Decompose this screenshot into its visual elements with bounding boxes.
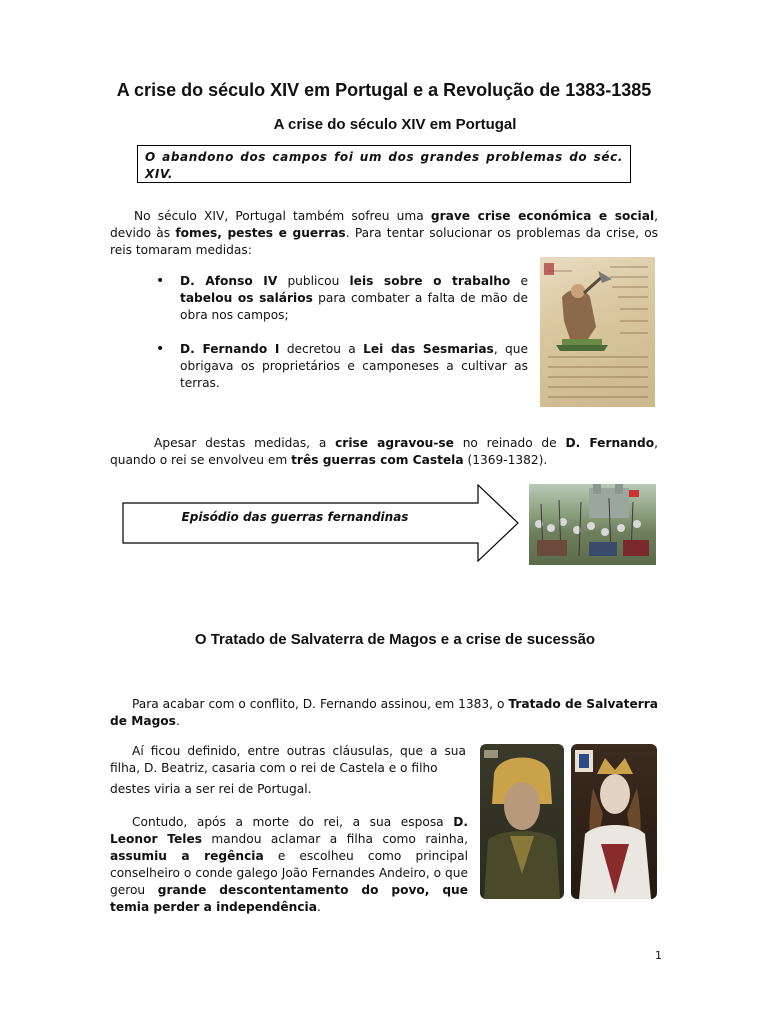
highlight-box-text: O abandono dos campos foi um dos grandes problemas do séc. XIV. [145, 150, 623, 181]
p3-a: Para acabar com o conflito, D. Fernando assinou, em 1383, o [132, 697, 509, 711]
b1-a: D. Afonso IV [180, 274, 278, 288]
paragraph-tratado [110, 696, 658, 730]
p2-b: crise agravou-se [335, 436, 454, 450]
paragraph-crisis [110, 208, 658, 259]
p2-e: , quando o rei se envolveu em [110, 436, 658, 467]
document-title: A crise do século XIV em Portugal e a Revolução de 1383-1385 [116, 80, 652, 100]
b2-c: Lei das Sesmarias [363, 342, 494, 356]
portrait-beatriz-graphic [571, 744, 657, 899]
b1-e: tabelou os salários [180, 291, 313, 305]
paragraph-leonor-teles [110, 814, 468, 916]
portrait-beatriz [571, 744, 657, 899]
portrait-leonor-teles [480, 744, 564, 899]
p1-text-a: No século XIV, Portugal também sofreu uma [134, 209, 431, 223]
paragraph-crisis-worsened [110, 435, 658, 469]
b2-d: , que obrigava os proprietários e camponeses a cultivar as terras. [180, 342, 528, 390]
highlight-box [137, 145, 631, 183]
b2-b: decretou a [279, 342, 364, 356]
p5-a: Contudo, após a morte do rei, a sua esposa [132, 815, 454, 829]
battle-illustration [529, 484, 656, 565]
p2-a: Apesar destas medidas, a [154, 436, 336, 450]
p2-g: (1369-1382). [463, 453, 548, 467]
b1-d: e [510, 274, 528, 288]
page-number: 1 [655, 949, 662, 962]
b1-c: leis sobre o trabalho [349, 274, 511, 288]
manuscript-illustration-graphic [540, 257, 655, 407]
paragraph-clausulas-end: destes viria a ser rei de Portugal. [110, 782, 312, 796]
p2-d: D. Fernando [565, 436, 655, 450]
p5-f: grande descontentamento do povo, que temia perder a independência [110, 883, 468, 914]
paragraph-clausulas: Aí ficou definido, entre outras cláusulas, que a sua filha, D. Beatriz, casaria com o rei de Castela e o filho [110, 744, 466, 775]
b1-f: para combater a falta de mão de obra nos campos; [180, 291, 529, 322]
manuscript-illustration [540, 257, 655, 407]
p3-c: . [175, 714, 180, 728]
p1-bold-d: fomes, pestes e guerras [175, 226, 346, 240]
p5-g: . [316, 900, 321, 914]
p1-text-e: . Para tentar solucionar os problemas da crise, os reis tomaram medidas: [110, 226, 659, 257]
section-subtitle: A crise do século XIV em Portugal [273, 116, 517, 133]
arrow-label: Episódio das guerras fernandinas [181, 510, 409, 524]
p1-bold-b: grave crise económica e social [430, 209, 655, 223]
section-heading-tratado: O Tratado de Salvaterra de Magos e a crise de sucessão [194, 631, 596, 648]
b1-b: publicou [277, 274, 350, 288]
p3-b: Tratado de Salvaterra de Magos [110, 697, 658, 728]
p5-b: D. Leonor Teles [110, 815, 468, 846]
p1-text-c: , devido às [110, 209, 658, 240]
p5-c: mandou aclamar a filha como rainha, [201, 832, 468, 846]
list-item-fernando [180, 341, 528, 392]
portrait-leonor-teles-graphic [480, 744, 564, 899]
battle-illustration-graphic [529, 484, 656, 565]
list-item-afonso [180, 273, 528, 324]
p2-c: no reinado de [453, 436, 566, 450]
p5-e: e escolheu como principal conselheiro o conde galego João Fernandes Andeiro, o que gerou [110, 849, 468, 897]
measures-list [180, 273, 528, 409]
p2-f: três guerras com Castela [291, 453, 464, 467]
b2-a: D. Fernando I [180, 342, 280, 356]
p5-d: assumiu a regência [110, 849, 264, 863]
